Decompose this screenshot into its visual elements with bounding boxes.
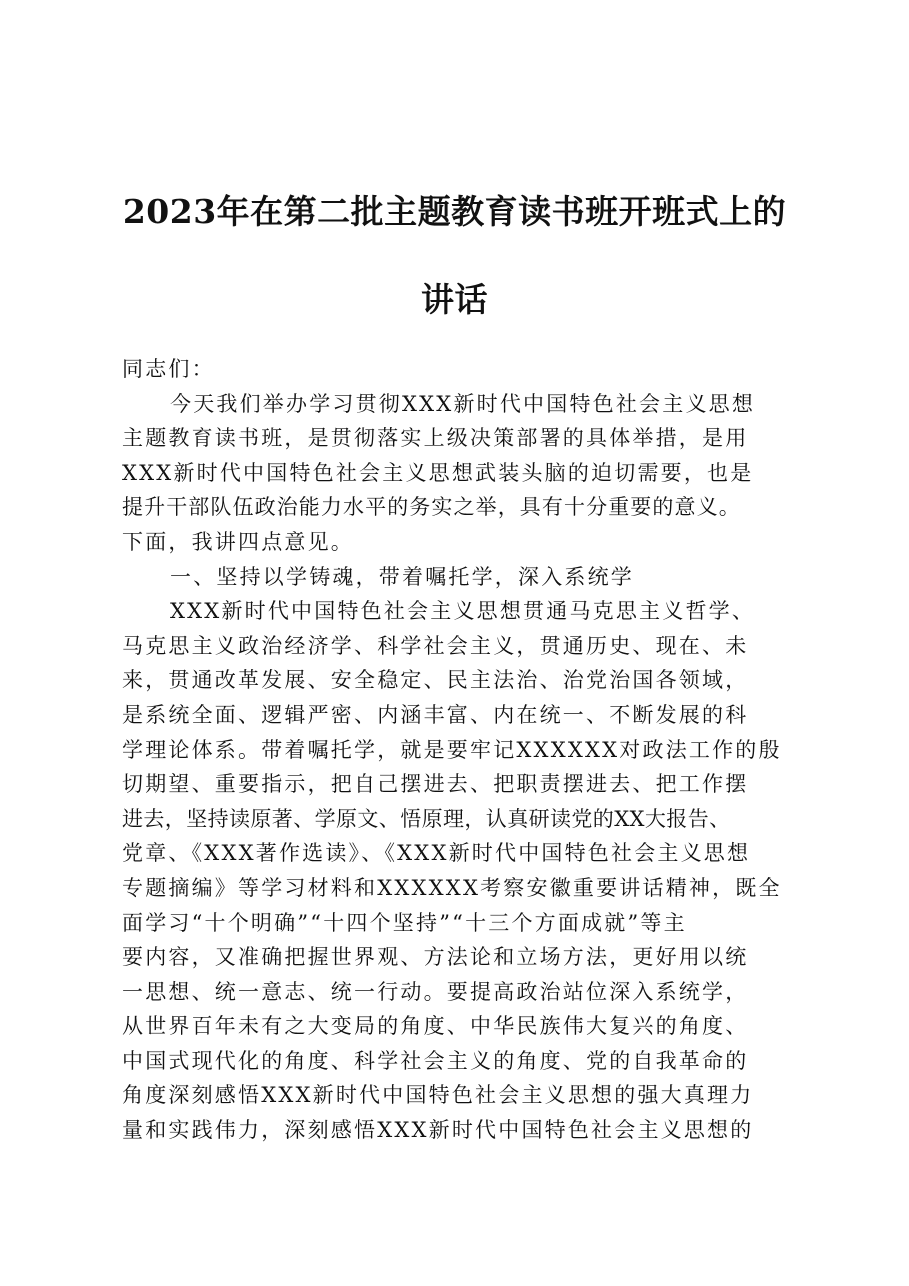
body-line: 一思想、统一意志、统一行动。要提高政治站位深入系统学， [122,979,749,1004]
body-line: 量和实践伟力，深刻感悟XXX新时代中国特色社会主义思想的 [122,1118,754,1143]
body-line: 来，贯通改革发展、安全稳定、民主法治、治党治国各领域， [122,668,749,693]
salutation: 同志们： [122,357,215,381]
body-line: 角度深刻感悟XXX新时代中国特色社会主义思想的强大真理力 [122,1083,754,1108]
body-line: 中国式现代化的角度、科学社会主义的角度、党的自我革命的 [122,1048,749,1073]
body-line: XXX新时代中国特色社会主义思想贯通马克思主义哲学、 [170,599,756,624]
body-line: 今天我们举办学习贯彻XXX新时代中国特色社会主义思想 [170,391,756,416]
body-line: 提升干部队伍政治能力水平的务实之举，具有十分重要的意义。 [122,495,741,520]
body-line: 面学习“十个明确”“十四个坚持”“十三个方面成就”等主 [122,910,687,935]
body-line: XXX新时代中国特色社会主义思想武装头脑的迫切需要，也是 [122,460,754,485]
body-line: 下面，我讲四点意见。 [122,529,354,554]
title-line-2: 讲话 [421,280,488,319]
body-line: 要内容，又准确把握世界观、方法论和立场方法，更好用以统 [122,945,749,970]
title-line-1: 2023年在第二批主题教育读书班开班式上的 [122,192,787,231]
section-heading: 一、坚持以学铸魂，带着嘱托学，深入系统学 [170,564,634,589]
body-line: 主题教育读书班，是贯彻落实上级决策部署的具体举措，是用 [122,426,749,451]
body-line: 马克思主义政治经济学、科学社会主义，贯通历史、现在、未 [122,633,749,658]
body-line: 专题摘编》等学习材料和XXXXXX考察安徽重要讲话精神，既全 [122,875,782,900]
body-line: 进去，坚持读原著、学原文、悟原理，认真研读党的XX大报告、 [122,806,731,831]
body-line: 党章、《XXX著作选读》、《XXX新时代中国特色社会主义思想 [122,841,751,866]
document-body [122,352,822,1148]
body-line: 从世界百年未有之大变局的角度、中华民族伟大复兴的角度、 [122,1014,749,1039]
document-title [100,168,809,344]
body-line: 是系统全面、逻辑严密、内涵丰富、内在统一、不断发展的科 [122,702,749,727]
body-line: 切期望、重要指示，把自己摆进去、把职责摆进去、把工作摆 [122,772,749,797]
body-line: 学理论体系。带着嘱托学，就是要牢记XXXXXX对政法工作的殷 [122,737,782,762]
